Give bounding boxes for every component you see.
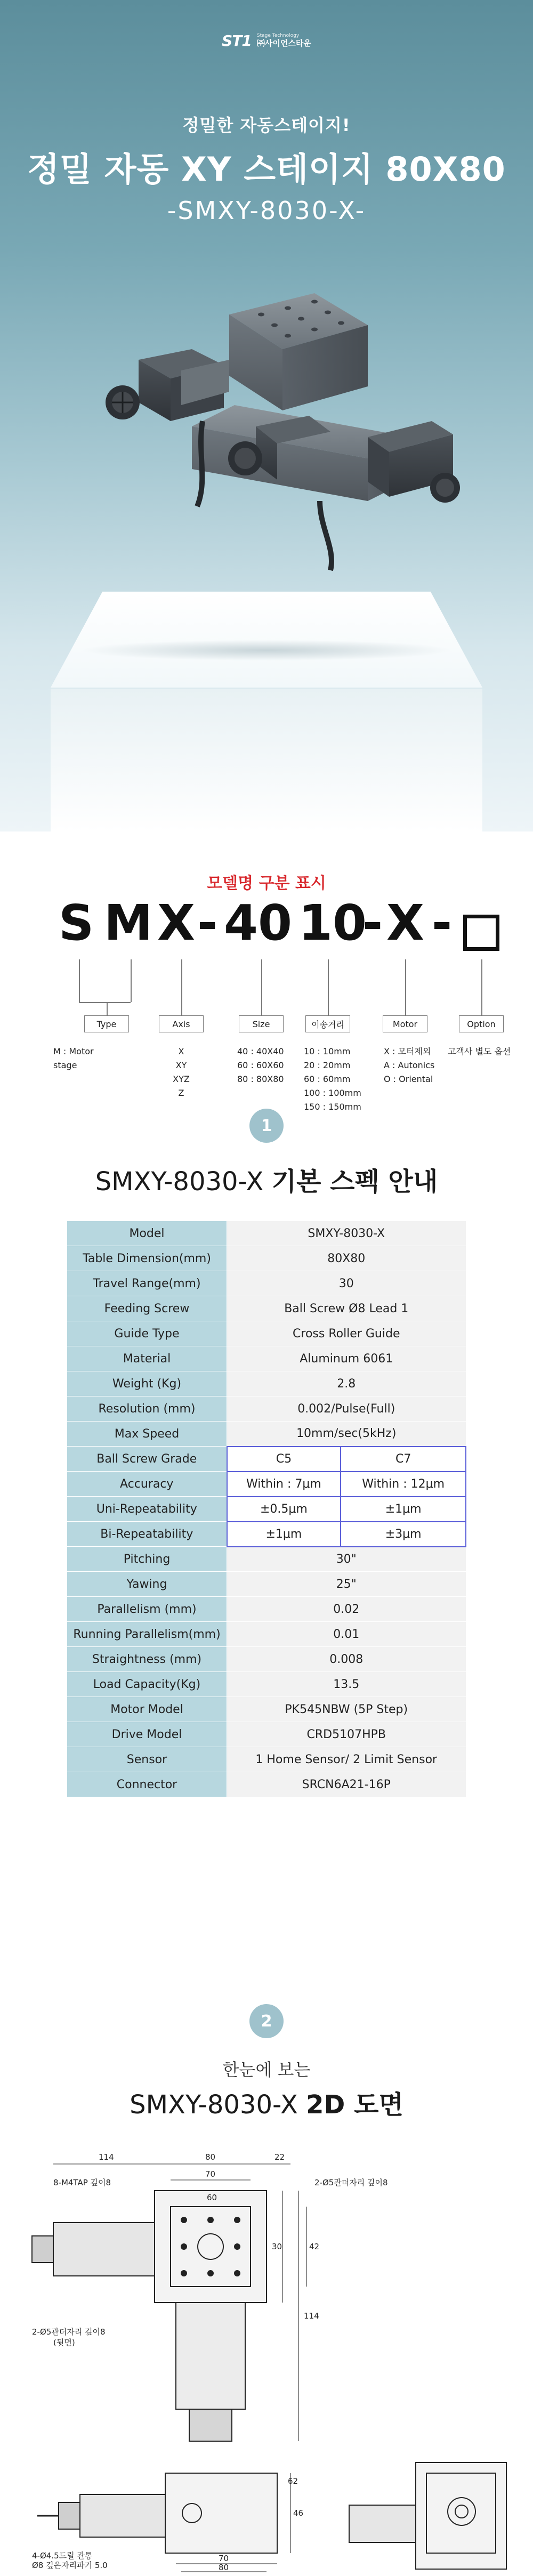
axis-options: X XY XYZ Z: [173, 1046, 190, 1098]
spec-key: Load Capacity(Kg): [67, 1672, 227, 1697]
dim-114: 114: [99, 2152, 114, 2162]
dim-b70: 70: [219, 2554, 229, 2563]
spec-key: Bi-Repeatability: [67, 1522, 227, 1547]
hero-model-code: -SMXY-8030-X-: [167, 196, 366, 225]
drawing-section: [0, 1988, 533, 2576]
spec-row: [67, 1396, 466, 1422]
spec-value: 80X80: [227, 1246, 466, 1271]
brand-logo: [0, 32, 533, 50]
spec-key: Pitching: [67, 1547, 227, 1572]
dim-60: 60: [207, 2193, 217, 2202]
spec-key: Drive Model: [67, 1722, 227, 1747]
spec-value: 0.01: [227, 1622, 466, 1647]
tap-note: 8-M4TAP 깊이8: [53, 2178, 111, 2187]
model-code-heading: 모델명 구분 표시: [207, 874, 326, 893]
spec-grade-c5: ±1μm: [227, 1522, 341, 1547]
spec-row: [67, 1772, 466, 1797]
spec-row: [67, 1371, 466, 1396]
hole-top-note: 2-Ø5관더자리 깊이8: [314, 2178, 388, 2187]
spec-table: [67, 1221, 466, 1797]
size-options: 40 : 40X40 60 : 60X60 80 : 80X80: [237, 1046, 284, 1084]
spec-row: [67, 1346, 466, 1371]
hole-bottom-note-2: Ø8 깊은자리파기 5.0: [32, 2561, 108, 2570]
spec-value: 10mm/sec(5kHz): [227, 1422, 466, 1447]
spec-value: 25": [227, 1572, 466, 1597]
spec-value: CRD5107HPB: [227, 1722, 466, 1747]
spec-row: [67, 1647, 466, 1672]
spec-key: Guide Type: [67, 1321, 227, 1346]
spec-value: 0.02: [227, 1597, 466, 1622]
spec-row: [67, 1321, 466, 1346]
spec-section: [0, 1109, 533, 1988]
dim-b80: 80: [219, 2563, 229, 2572]
spec-row: [67, 1422, 466, 1447]
brand-sub-label: Stage Technology: [256, 33, 300, 39]
spec-key: Yawing: [67, 1572, 227, 1597]
spec-key: Table Dimension(mm): [67, 1246, 227, 1271]
hole-left-note: 2-Ø5관더자리 깊이8: [32, 2327, 106, 2337]
spec-value: PK545NBW (5P Step): [227, 1697, 466, 1722]
dim-70: 70: [205, 2169, 216, 2179]
spec-grade-row: [67, 1472, 466, 1497]
motor-options: X : 모터제외 A : Autonics O : Oriental: [384, 1046, 435, 1084]
spec-row: [67, 1296, 466, 1321]
spec-value: SRCN6A21-16P: [227, 1772, 466, 1797]
spec-row: [67, 1597, 466, 1622]
spec-key: Ball Screw Grade: [67, 1447, 227, 1472]
dim-42: 42: [309, 2242, 320, 2251]
code-dash-1: -: [197, 894, 218, 951]
spec-value: 1 Home Sensor/ 2 Limit Sensor: [227, 1747, 466, 1772]
spec-key: Weight (Kg): [67, 1371, 227, 1396]
spec-grade-c5: ±0.5μm: [227, 1497, 341, 1522]
spec-row: [67, 1246, 466, 1271]
spec-key: Uni-Repeatability: [67, 1497, 227, 1522]
spec-key: Feeding Screw: [67, 1296, 227, 1321]
code-size: 40: [224, 894, 293, 951]
spec-key: Accuracy: [67, 1472, 227, 1497]
pedestal-shadow: [80, 640, 453, 661]
spec-value: 0.002/Pulse(Full): [227, 1396, 466, 1422]
spec-value: Ball Screw Ø8 Lead 1: [227, 1296, 466, 1321]
dim-62: 62: [288, 2476, 298, 2486]
drawing-subtitle: 한눈에 보는: [222, 2060, 311, 2080]
label-type: Type: [84, 1015, 129, 1032]
spec-row: [67, 1672, 466, 1697]
spec-grade-c7: ±1μm: [341, 1497, 466, 1522]
pedestal-front: [51, 688, 482, 831]
code-motor: X: [386, 894, 424, 951]
type-options: M : Motor stage: [53, 1046, 94, 1070]
spec-value: 0.008: [227, 1647, 466, 1672]
spec-key: Connector: [67, 1772, 227, 1797]
spec-value: 30": [227, 1547, 466, 1572]
spec-value: 30: [227, 1271, 466, 1296]
spec-row: [67, 1572, 466, 1597]
spec-row: [67, 1547, 466, 1572]
spec-value: 2.8: [227, 1371, 466, 1396]
drawing-title: SMXY-8030-X 2D 도면: [130, 2090, 403, 2120]
brand-mark: ST1: [222, 32, 252, 50]
spec-row: [67, 1697, 466, 1722]
xy-stage-product-image: [69, 251, 474, 581]
spec-value: Aluminum 6061: [227, 1346, 466, 1371]
dim-22: 22: [274, 2152, 285, 2162]
spec-grade-c5: C5: [227, 1447, 341, 1472]
label-travel: 이송거리: [305, 1015, 350, 1032]
section-badge-2: 2: [249, 2004, 284, 2038]
spec-key: Material: [67, 1346, 227, 1371]
spec-key: Max Speed: [67, 1422, 227, 1447]
spec-key: Motor Model: [67, 1697, 227, 1722]
hero-banner: [0, 0, 533, 831]
spec-row: [67, 1271, 466, 1296]
spec-key: Sensor: [67, 1747, 227, 1772]
spec-row: [67, 1622, 466, 1647]
label-size: Size: [239, 1015, 284, 1032]
dim-114-side: 114: [304, 2311, 319, 2321]
spec-grade-c7: C7: [341, 1447, 466, 1472]
label-option: Option: [459, 1015, 504, 1032]
spec-key: Running Parallelism(mm): [67, 1622, 227, 1647]
spec-key: Travel Range(mm): [67, 1271, 227, 1296]
spec-row: [67, 1221, 466, 1246]
dim-30: 30: [272, 2242, 282, 2251]
spec-row: [67, 1747, 466, 1772]
hero-title: 정밀 자동 XY 스테이지 80X80: [27, 150, 506, 189]
spec-value: Cross Roller Guide: [227, 1321, 466, 1346]
spec-key: Model: [67, 1221, 227, 1246]
spec-value: SMXY-8030-X: [227, 1221, 466, 1246]
brand-name: ㈜사이언스타운: [256, 38, 311, 49]
travel-options: 10 : 10mm 20 : 20mm 60 : 60mm 100 : 100mm 150 : 150mm: [304, 1046, 361, 1112]
spec-grade-row: [67, 1522, 466, 1547]
spec-value: 13.5: [227, 1672, 466, 1697]
code-letter-s: S: [59, 894, 94, 951]
dim-80: 80: [205, 2152, 216, 2162]
hole-left-note-2: (뒷면): [53, 2338, 75, 2347]
code-travel: 10: [298, 894, 367, 951]
code-dash-3: -: [432, 894, 453, 951]
spec-key: Parallelism (mm): [67, 1597, 227, 1622]
technical-drawing: [0, 2132, 533, 2576]
spec-grade-c7: ±3μm: [341, 1522, 466, 1547]
dim-46: 46: [293, 2508, 304, 2518]
code-dash-2: -: [362, 894, 383, 951]
code-letter-m: M: [104, 894, 153, 951]
spec-grade-c5: Within : 7μm: [227, 1472, 341, 1497]
spec-grade-row: [67, 1497, 466, 1522]
spec-title: SMXY-8030-X 기본 스펙 안내: [95, 1167, 438, 1197]
model-code-section: [0, 831, 533, 1112]
hole-bottom-note: 4-Ø4.5드릴 관통: [32, 2551, 93, 2561]
spec-grade-c7: Within : 12μm: [341, 1472, 466, 1497]
label-motor: Motor: [383, 1015, 427, 1032]
code-option-box: [463, 915, 499, 951]
spec-row: [67, 1722, 466, 1747]
spec-key: Resolution (mm): [67, 1396, 227, 1422]
hero-kicker: 정밀한 자동스테이지!: [182, 115, 351, 135]
code-letter-x: X: [157, 894, 195, 951]
option-options: 고객사 별도 옵션: [448, 1046, 511, 1056]
section-badge-1: 1: [249, 1109, 284, 1143]
spec-grade-row: [67, 1447, 466, 1472]
label-axis: Axis: [159, 1015, 204, 1032]
spec-key: Straightness (mm): [67, 1647, 227, 1672]
